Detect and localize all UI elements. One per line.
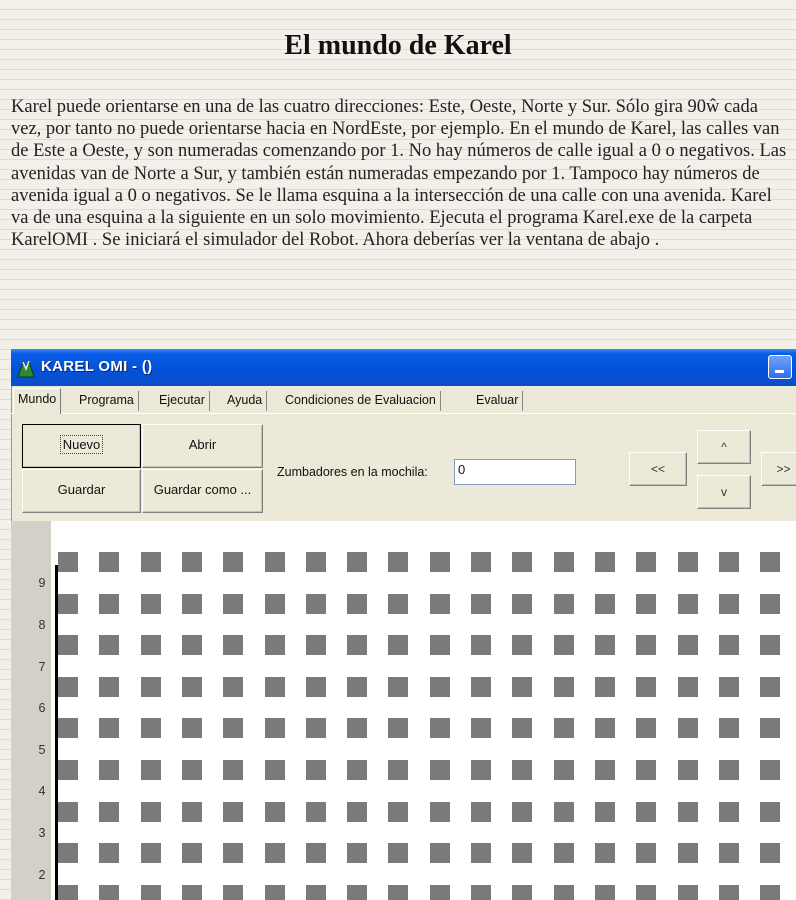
grid-corner[interactable] bbox=[182, 677, 202, 697]
grid-corner[interactable] bbox=[388, 843, 408, 863]
row-label: 8 bbox=[38, 618, 46, 632]
grid-corner[interactable] bbox=[347, 760, 367, 780]
grid-corner[interactable] bbox=[636, 677, 656, 697]
grid-corner[interactable] bbox=[595, 718, 615, 738]
tab-ejecutar[interactable]: Ejecutar bbox=[155, 391, 210, 411]
grid-corner[interactable] bbox=[512, 552, 532, 572]
row-label: 5 bbox=[38, 743, 46, 757]
grid-corner[interactable] bbox=[678, 802, 698, 822]
grid-corner[interactable] bbox=[99, 552, 119, 572]
grid-corner[interactable] bbox=[554, 760, 574, 780]
grid-corner[interactable] bbox=[58, 760, 78, 780]
grid-corner[interactable] bbox=[265, 760, 285, 780]
row-label: 2 bbox=[38, 868, 46, 882]
grid-corner[interactable] bbox=[223, 594, 243, 614]
grid-corner[interactable] bbox=[554, 843, 574, 863]
tab-evaluar[interactable]: Evaluar bbox=[472, 391, 523, 411]
karel-app-icon bbox=[15, 357, 37, 379]
grid-corner[interactable] bbox=[388, 677, 408, 697]
grid-corner[interactable] bbox=[223, 843, 243, 863]
grid-corner[interactable] bbox=[223, 760, 243, 780]
grid-corner[interactable] bbox=[388, 594, 408, 614]
world-toolbar bbox=[11, 413, 796, 520]
scroll-down-button[interactable]: v bbox=[697, 475, 751, 509]
grid-corner[interactable] bbox=[554, 677, 574, 697]
window-title: KAREL OMI - () bbox=[41, 358, 153, 375]
grid-corner[interactable] bbox=[141, 760, 161, 780]
grid-corner[interactable] bbox=[306, 635, 326, 655]
grid-corner[interactable] bbox=[595, 677, 615, 697]
grid-corner[interactable] bbox=[678, 760, 698, 780]
minimize-button[interactable] bbox=[768, 355, 792, 379]
grid-corner[interactable] bbox=[347, 843, 367, 863]
row-ruler bbox=[11, 521, 51, 900]
grid-corner[interactable] bbox=[99, 677, 119, 697]
grid-corner[interactable] bbox=[595, 885, 615, 900]
grid-corner[interactable] bbox=[636, 594, 656, 614]
grid-corner[interactable] bbox=[471, 760, 491, 780]
grid-corner[interactable] bbox=[595, 802, 615, 822]
grid-corner[interactable] bbox=[512, 802, 532, 822]
grid-corner[interactable] bbox=[265, 635, 285, 655]
scroll-up-button[interactable]: ^ bbox=[697, 430, 751, 464]
grid-corner[interactable] bbox=[265, 594, 285, 614]
grid-corner[interactable] bbox=[388, 552, 408, 572]
open-button[interactable]: Abrir bbox=[142, 424, 263, 468]
grid-corner[interactable] bbox=[760, 718, 780, 738]
grid-corner[interactable] bbox=[430, 843, 450, 863]
tab-programa[interactable]: Programa bbox=[75, 391, 139, 411]
new-button[interactable] bbox=[22, 424, 141, 468]
grid-corner[interactable] bbox=[471, 635, 491, 655]
grid-corner[interactable] bbox=[719, 885, 739, 900]
grid-corner[interactable] bbox=[306, 885, 326, 900]
grid-corner[interactable] bbox=[58, 594, 78, 614]
grid-corner[interactable] bbox=[265, 885, 285, 900]
window-title-bar[interactable] bbox=[11, 349, 796, 386]
grid-corner[interactable] bbox=[471, 843, 491, 863]
grid-corner[interactable] bbox=[719, 802, 739, 822]
grid-corner[interactable] bbox=[554, 594, 574, 614]
grid-corner[interactable] bbox=[58, 802, 78, 822]
grid-corner[interactable] bbox=[141, 802, 161, 822]
grid-corner[interactable] bbox=[141, 843, 161, 863]
grid-corner[interactable] bbox=[306, 677, 326, 697]
grid-corner[interactable] bbox=[636, 802, 656, 822]
grid-corner[interactable] bbox=[306, 760, 326, 780]
grid-corner[interactable] bbox=[265, 718, 285, 738]
grid-corner[interactable] bbox=[512, 594, 532, 614]
grid-corner[interactable] bbox=[182, 552, 202, 572]
grid-corner[interactable] bbox=[678, 552, 698, 572]
grid-corner[interactable] bbox=[719, 718, 739, 738]
grid-corner[interactable] bbox=[265, 677, 285, 697]
grid-corner[interactable] bbox=[347, 635, 367, 655]
grid-corner[interactable] bbox=[347, 677, 367, 697]
grid-corner[interactable] bbox=[223, 677, 243, 697]
grid-corner[interactable] bbox=[306, 802, 326, 822]
grid-corner[interactable] bbox=[388, 718, 408, 738]
grid-corner[interactable] bbox=[182, 843, 202, 863]
world-grid[interactable] bbox=[11, 521, 796, 900]
grid-corner[interactable] bbox=[595, 635, 615, 655]
grid-corner[interactable] bbox=[554, 718, 574, 738]
grid-corner[interactable] bbox=[719, 677, 739, 697]
grid-corner[interactable] bbox=[512, 885, 532, 900]
grid-corner[interactable] bbox=[719, 760, 739, 780]
page-title: El mundo de Karel bbox=[284, 30, 512, 61]
grid-corner[interactable] bbox=[223, 552, 243, 572]
grid-corner[interactable] bbox=[306, 843, 326, 863]
grid-corner[interactable] bbox=[388, 635, 408, 655]
grid-corner[interactable] bbox=[58, 677, 78, 697]
grid-corner[interactable] bbox=[306, 594, 326, 614]
grid-corner[interactable] bbox=[141, 552, 161, 572]
grid-corner[interactable] bbox=[430, 677, 450, 697]
karel-window bbox=[11, 349, 796, 900]
new-button-label: Nuevo bbox=[60, 435, 104, 454]
intro-paragraph: Karel puede orientarse en una de las cuatro direcciones: Este, Oeste, Norte y Sur. Sólo gira 90ŵ cada vez, por tanto no puede orientarse hacia en NordEste, por ejemplo. En el mundo de Karel, las calles van de Este a Oeste, y son numeradas comenzando por 1. No hay números de calle igual a 0 o negativos. Las avenidas van de Norte a Sur, y también están numeradas empezando por 1. Tampoco hay números de avenida igual a 0 o negativos. Se le llama esquina a la intersección de una calle con una avenida. Karel va de una esquina a la siguiente en un solo movimiento. Ejecuta el programa Karel.exe de la carpeta KarelOMI . Se iniciará el simulador del Robot. Ahora deberías ver la ventana de abajo . bbox=[11, 97, 787, 251]
grid-corner[interactable] bbox=[99, 718, 119, 738]
grid-corner[interactable] bbox=[182, 718, 202, 738]
grid-corner[interactable] bbox=[347, 802, 367, 822]
grid-corner[interactable] bbox=[678, 718, 698, 738]
grid-corner[interactable] bbox=[719, 594, 739, 614]
grid-corner[interactable] bbox=[141, 594, 161, 614]
grid-corner[interactable] bbox=[512, 635, 532, 655]
grid-corner[interactable] bbox=[512, 718, 532, 738]
grid-corner[interactable] bbox=[471, 718, 491, 738]
grid-corner[interactable] bbox=[306, 552, 326, 572]
grid-corner[interactable] bbox=[636, 718, 656, 738]
scroll-right-button[interactable]: >> bbox=[761, 452, 796, 486]
grid-corner[interactable] bbox=[595, 594, 615, 614]
grid-corner[interactable] bbox=[58, 635, 78, 655]
grid-corner[interactable] bbox=[678, 677, 698, 697]
grid-corner[interactable] bbox=[430, 718, 450, 738]
grid-corner[interactable] bbox=[595, 552, 615, 572]
grid-corner[interactable] bbox=[471, 885, 491, 900]
grid-corner[interactable] bbox=[388, 760, 408, 780]
grid-corner[interactable] bbox=[99, 635, 119, 655]
grid-corner[interactable] bbox=[141, 885, 161, 900]
grid-corner[interactable] bbox=[636, 843, 656, 863]
grid-corner[interactable] bbox=[347, 552, 367, 572]
grid-corner[interactable] bbox=[760, 552, 780, 572]
grid-corner[interactable] bbox=[223, 635, 243, 655]
grid-corner[interactable] bbox=[512, 760, 532, 780]
grid-corner[interactable] bbox=[265, 802, 285, 822]
grid-corner[interactable] bbox=[58, 718, 78, 738]
grid-corner[interactable] bbox=[99, 760, 119, 780]
tab-mundo[interactable]: Mundo bbox=[13, 388, 61, 414]
grid-corner[interactable] bbox=[141, 635, 161, 655]
scroll-left-button[interactable]: << bbox=[629, 452, 687, 486]
grid-corner[interactable] bbox=[554, 552, 574, 572]
beepers-input[interactable]: 0 bbox=[454, 459, 576, 485]
grid-corner[interactable] bbox=[141, 677, 161, 697]
row-label: 9 bbox=[38, 576, 46, 590]
grid-corner[interactable] bbox=[471, 677, 491, 697]
grid-corner[interactable] bbox=[430, 594, 450, 614]
grid-corner[interactable] bbox=[471, 594, 491, 614]
grid-corner[interactable] bbox=[512, 677, 532, 697]
grid-corner[interactable] bbox=[636, 552, 656, 572]
grid-corner[interactable] bbox=[99, 802, 119, 822]
grid-corner[interactable] bbox=[760, 677, 780, 697]
grid-corner[interactable] bbox=[760, 885, 780, 900]
grid-corner[interactable] bbox=[678, 885, 698, 900]
grid-corner[interactable] bbox=[182, 635, 202, 655]
grid-corner[interactable] bbox=[636, 885, 656, 900]
grid-corner[interactable] bbox=[141, 718, 161, 738]
row-label: 3 bbox=[38, 826, 46, 840]
grid-corner[interactable] bbox=[182, 802, 202, 822]
grid-corner[interactable] bbox=[760, 635, 780, 655]
grid-corner[interactable] bbox=[99, 843, 119, 863]
grid-corner[interactable] bbox=[388, 885, 408, 900]
grid-corner[interactable] bbox=[182, 594, 202, 614]
grid-corner[interactable] bbox=[430, 802, 450, 822]
grid-corner[interactable] bbox=[719, 635, 739, 655]
grid-corner[interactable] bbox=[512, 843, 532, 863]
grid-corner[interactable] bbox=[99, 594, 119, 614]
grid-corner[interactable] bbox=[430, 885, 450, 900]
grid-corner[interactable] bbox=[595, 843, 615, 863]
grid-corner[interactable] bbox=[430, 635, 450, 655]
row-label: 6 bbox=[38, 701, 46, 715]
grid-corner[interactable] bbox=[430, 552, 450, 572]
grid-corner[interactable] bbox=[719, 843, 739, 863]
grid-corner[interactable] bbox=[636, 635, 656, 655]
grid-corner[interactable] bbox=[719, 552, 739, 572]
grid-corner[interactable] bbox=[636, 760, 656, 780]
grid-corner[interactable] bbox=[58, 843, 78, 863]
grid-corner[interactable] bbox=[265, 552, 285, 572]
grid-corner[interactable] bbox=[760, 594, 780, 614]
grid-corner[interactable] bbox=[430, 760, 450, 780]
grid-corner[interactable] bbox=[265, 843, 285, 863]
grid-corner[interactable] bbox=[58, 552, 78, 572]
save-button[interactable]: Guardar bbox=[22, 469, 141, 513]
grid-corner[interactable] bbox=[678, 843, 698, 863]
grid-corner[interactable] bbox=[223, 802, 243, 822]
grid-corner[interactable] bbox=[223, 718, 243, 738]
grid-corner[interactable] bbox=[760, 843, 780, 863]
row-label: 4 bbox=[38, 784, 46, 798]
grid-corner[interactable] bbox=[347, 885, 367, 900]
grid-corner[interactable] bbox=[99, 885, 119, 900]
grid-corner[interactable] bbox=[678, 594, 698, 614]
grid-corner[interactable] bbox=[388, 802, 408, 822]
grid-corner[interactable] bbox=[554, 802, 574, 822]
grid-corner[interactable] bbox=[678, 635, 698, 655]
grid-corner[interactable] bbox=[182, 760, 202, 780]
grid-corner[interactable] bbox=[554, 885, 574, 900]
save-as-button[interactable]: Guardar como ... bbox=[142, 469, 263, 513]
beepers-label: Zumbadores en la mochila: bbox=[277, 465, 428, 479]
grid-corner[interactable] bbox=[595, 760, 615, 780]
grid-corner[interactable] bbox=[760, 802, 780, 822]
grid-corner[interactable] bbox=[471, 552, 491, 572]
grid-corner[interactable] bbox=[306, 718, 326, 738]
grid-corner[interactable] bbox=[554, 635, 574, 655]
grid-corner[interactable] bbox=[347, 718, 367, 738]
tab-bar bbox=[11, 386, 796, 414]
grid-corner[interactable] bbox=[347, 594, 367, 614]
tab-condiciones[interactable]: Condiciones de Evaluacion bbox=[281, 391, 441, 411]
grid-corner[interactable] bbox=[471, 802, 491, 822]
tab-ayuda[interactable]: Ayuda bbox=[223, 391, 267, 411]
row-label: 7 bbox=[38, 660, 46, 674]
grid-corner[interactable] bbox=[760, 760, 780, 780]
grid-corner[interactable] bbox=[58, 885, 78, 900]
grid-corner[interactable] bbox=[223, 885, 243, 900]
grid-corner[interactable] bbox=[182, 885, 202, 900]
